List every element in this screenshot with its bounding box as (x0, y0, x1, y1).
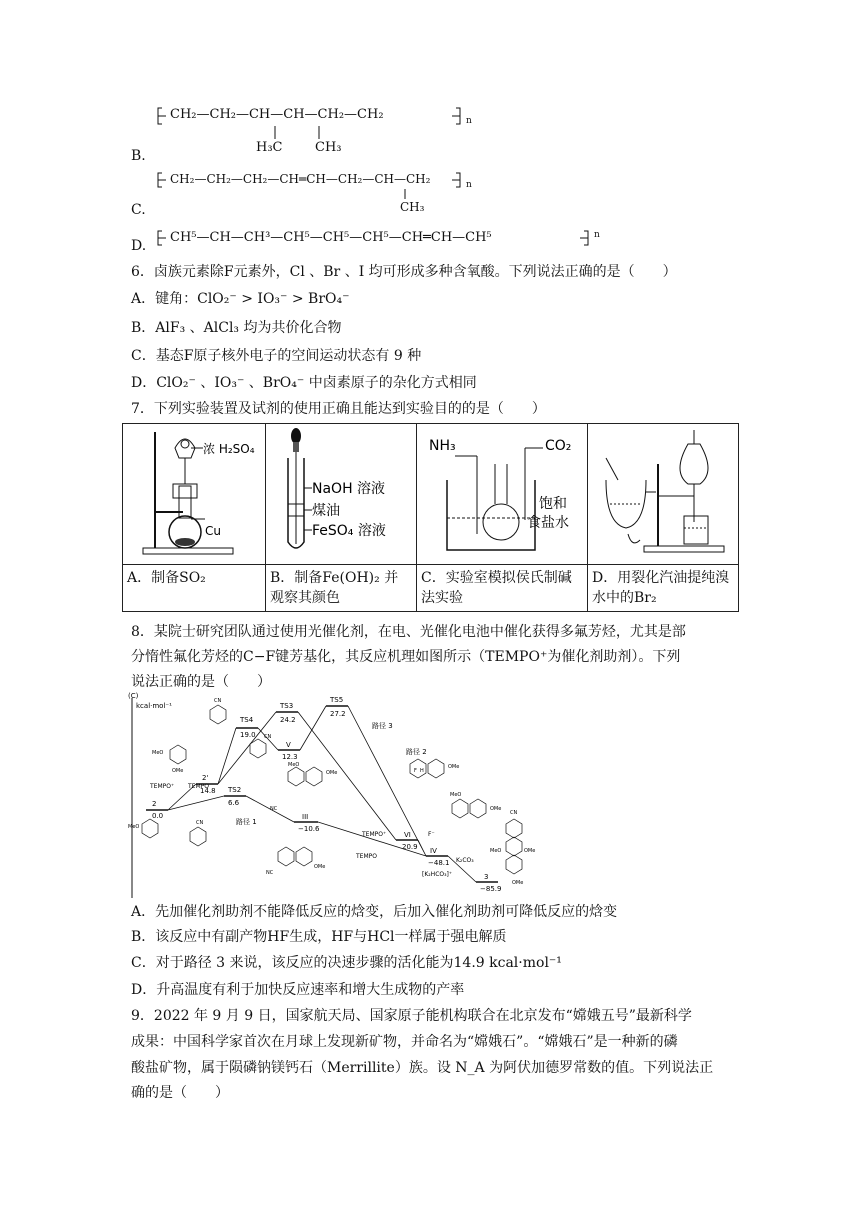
level-2p-value: 14.8 (200, 787, 216, 795)
q6-option-c: C．基态F原子核外电子的空间运动状态有 9 种 (131, 348, 422, 364)
level-ts2-name: TS2 (228, 786, 242, 794)
level-3-name: 3 (484, 873, 489, 881)
ome-label-2: OMe (326, 770, 338, 776)
level-vi-value: 20.9 (402, 843, 418, 851)
apparatus-d-cell (588, 424, 739, 565)
tempo-plus-label-1: TEMPO⁺ (150, 783, 175, 790)
path-2-label: 路径 2 (406, 748, 427, 756)
q8-stem-line1: 8．某院士研究团队通过使用光催化剂，在电、光催化电池中催化获得多氟芳烃，尤其是部 (131, 624, 686, 640)
ome-label-4: OMe (448, 764, 460, 770)
tempo-label-2: TEMPO (356, 853, 377, 860)
q8-option-c: C．对于路径 3 来说，该反应的决速步骤的活化能为14.9 kcal·mol⁻¹ (131, 955, 562, 971)
level-ts5-value: 27.2 (330, 710, 346, 718)
level-ts5-name: TS5 (330, 696, 344, 704)
level-ts4-value: 19.0 (240, 731, 256, 739)
f-minus-label: F⁻ (428, 831, 435, 838)
q8-option-a: A．先加催化剂助剂不能降低反应的焓变，后加入催化剂助剂可降低反应的焓变 (131, 904, 618, 920)
level-iii-value: −10.6 (298, 825, 320, 833)
apparatus-b-label-kerosene: 煤油 (312, 503, 340, 519)
meo-label-4: MeO (450, 792, 462, 798)
apparatus-c-label-brine: 食盐水 (527, 515, 569, 531)
q9-line4: 确的是（ ） (131, 1085, 229, 1101)
level-iii-name: III (302, 813, 309, 821)
cn-label-1: CN (214, 698, 222, 704)
level-iv-name: IV (430, 847, 437, 855)
level-ts2-value: 6.6 (228, 799, 240, 807)
option-c-n: n (466, 180, 472, 190)
level-ts3-name: TS3 (280, 702, 294, 710)
apparatus-a-cell (123, 424, 266, 565)
level-2-name: 2 (152, 800, 157, 808)
apparatus-a-label-acid: 浓 H₂SO₄ (203, 442, 255, 456)
ome-label-7: OMe (512, 880, 524, 886)
option-b-sub-right: CH₃ (315, 140, 342, 155)
option-c-label: C. (131, 202, 146, 218)
meo-label-5: MeO (490, 848, 502, 854)
apparatus-b-caption: B．制备Fe(OH)₂ 并观察其颜色 (270, 570, 399, 606)
apparatus-c-caption-cell (417, 565, 588, 612)
q6-option-a: A．键角：ClO₂⁻ > IO₃⁻ > BrO₄⁻ (131, 291, 350, 307)
option-d-n: n (594, 230, 600, 240)
cn-label-3: CN (196, 820, 204, 826)
q8-stem-line2: 分惰性氟化芳烃的C−F键芳基化，其反应机理如图所示（TEMPO⁺为催化剂助剂）。下列 (131, 649, 681, 665)
apparatus-a-label-cu: Cu (205, 524, 221, 538)
q8-option-d: D．升高温度有利于加快反应速率和增大生成物的产率 (131, 982, 465, 998)
apparatus-d-caption: D．用裂化汽油提纯溴水中的Br₂ (592, 570, 730, 606)
apparatus-a-drawing (123, 424, 265, 560)
level-v-name: V (286, 741, 291, 749)
diagram-axis-label: kcal·mol⁻¹ (136, 702, 172, 710)
level-ts4-name: TS4 (240, 716, 254, 724)
apparatus-c-label-co2: CO₂ (545, 438, 572, 454)
nc-label-1: NC (270, 806, 278, 812)
apparatus-c-label-nh3: NH₃ (429, 438, 456, 454)
ome-label-3: OMe (314, 864, 326, 870)
q9-line3: 酸盐矿物，属于陨磷钠镁钙石（Merrillite）族。设 N_A 为阿伏加德罗常数的值。下列说法正 (131, 1060, 714, 1076)
tempo-label-1: TEMPO (188, 783, 209, 790)
ome-label-6: OMe (524, 848, 536, 854)
level-v-value: 12.3 (282, 753, 298, 761)
level-ts3-value: 24.2 (280, 716, 296, 724)
q6-stem: 6．卤族元素除F元素外，Cl 、Br 、I 均可形成多种含氧酸。下列说法正确的是（ ） (131, 264, 677, 280)
meo-label-1: MeO (152, 750, 164, 756)
option-b-n: n (466, 116, 472, 126)
h-label-1: H (420, 768, 424, 774)
q8-option-b: B．该反应中有副产物HF生成，HF与HCl一样属于强电解质 (131, 929, 507, 945)
q6-option-d: D．ClO₂⁻ 、IO₃⁻ 、BrO₄⁻ 中卤素原子的杂化方式相同 (131, 375, 477, 391)
apparatus-b-cell (266, 424, 417, 565)
q6-option-b: B．AlF₃ 、AlCl₃ 均为共价化合物 (131, 320, 342, 336)
level-vi-name: VI (404, 831, 411, 839)
apparatus-b-drawing (266, 424, 416, 560)
option-c-sub: CH₃ (400, 200, 425, 214)
f-label-1: F (414, 768, 417, 774)
cn-label-2: CN (264, 734, 272, 740)
q8-stem-line3: 说法正确的是（ ） (131, 674, 271, 690)
apparatus-c-drawing (417, 424, 587, 560)
level-2p-name: 2' (202, 774, 209, 782)
option-c-main: CH₂—CH₂—CH₂—CH═CH—CH₂—CH—CH₂ (170, 172, 431, 186)
apparatus-d-caption-cell (588, 565, 739, 612)
level-3-value: −85.9 (480, 885, 502, 893)
apparatus-c-label-saturated: 饱和 (539, 496, 567, 512)
diagram-panel-label: (C) (128, 692, 139, 700)
option-d-main: CH⁵—CH—CH³—CH⁵—CH⁵—CH⁵—CH═CH—CH⁵ (170, 230, 492, 245)
apparatus-c-caption: C．实验室模拟侯氏制碱法实验 (421, 570, 572, 606)
path-1-label: 路径 1 (236, 818, 257, 826)
level-iv-value: −48.1 (428, 859, 450, 867)
k2co3-label: K₂CO₃ (456, 857, 474, 864)
q9-line2: 成果：中国科学家首次在月球上发现新矿物，并命名为“嫦娥石”。“嫦娥石”是一种新的磷 (131, 1034, 678, 1050)
q8-energy-diagram (126, 692, 666, 902)
option-d-label: D. (131, 238, 147, 254)
apparatus-b-caption-cell (266, 565, 417, 612)
cn-label-4: CN (510, 810, 518, 816)
apparatus-c-cell (417, 424, 588, 565)
meo-label-2: MeO (288, 762, 300, 768)
khco3-label: [K₂HCO₃]⁺ (422, 871, 453, 878)
option-b-main: CH₂—CH₂—CH—CH—CH₂—CH₂ (170, 107, 384, 122)
meo-label-3: MeO (128, 824, 140, 830)
apparatus-a-caption: A．制备SO₂ (127, 570, 206, 586)
path-3-label: 路径 3 (372, 722, 393, 730)
nc-label-2: NC (266, 870, 274, 876)
level-2-value: 0.0 (152, 812, 164, 820)
option-b-label: B. (131, 148, 146, 164)
option-b-sub-left: H₃C (256, 140, 283, 155)
ome-label-5: OMe (490, 806, 502, 812)
apparatus-b-label-feso4: FeSO₄ 溶液 (312, 523, 386, 539)
q7-apparatus-table (122, 423, 739, 612)
ome-label-1: OMe (172, 768, 184, 774)
tempo-plus-label-2: TEMPO⁺ (362, 831, 387, 838)
apparatus-a-caption-cell (123, 565, 266, 612)
apparatus-d-drawing (588, 424, 738, 560)
apparatus-b-label-naoh: NaOH 溶液 (312, 481, 386, 497)
q9-line1: 9．2022 年 9 月 9 日，国家航天局、国家原子能机构联合在北京发布“嫦娥五号”最新科学 (131, 1008, 692, 1024)
q7-stem: 7．下列实验装置及试剂的使用正确且能达到实验目的的是（ ） (131, 401, 546, 417)
